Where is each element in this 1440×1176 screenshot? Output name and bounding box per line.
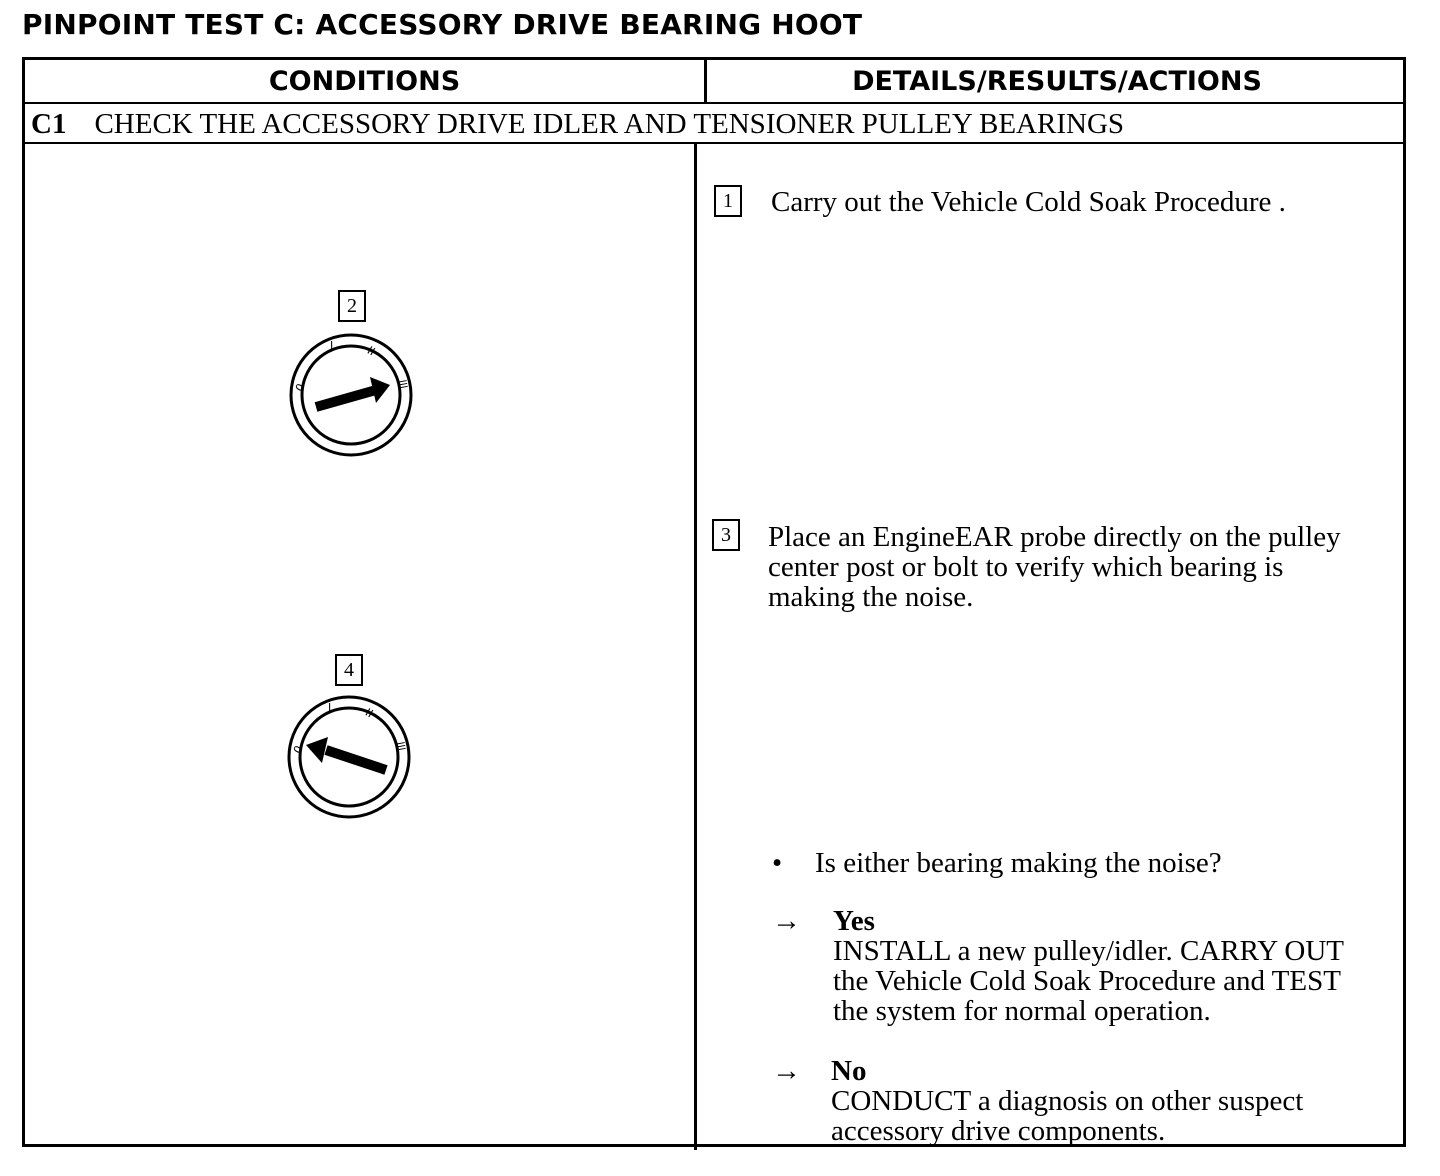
yes-result [833, 906, 1344, 1026]
yes-line: INSTALL a new pulley/idler. CARRY OUT [833, 935, 1345, 967]
mark-II: II [365, 343, 378, 359]
action-number-3: 3 [712, 519, 740, 551]
mark-I: I [330, 339, 334, 352]
page-title: PINPOINT TEST C: ACCESSORY DRIVE BEARING HOOT [22, 8, 863, 41]
mark-III: III [396, 378, 409, 390]
no-arrow: → [772, 1055, 801, 1087]
step-code: C1 [31, 108, 67, 140]
yes-arrow: → [772, 905, 801, 937]
yes-line: the system for normal operation. [833, 995, 1211, 1027]
yes-line: the Vehicle Cold Soak Procedure and TEST [833, 965, 1341, 997]
ignition-switch-icon [284, 333, 420, 459]
illustration-number-2: 2 [338, 290, 366, 322]
question-bullet: • [772, 847, 783, 879]
step-title: CHECK THE ACCESSORY DRIVE IDLER AND TENSIONER PULLEY BEARINGS [94, 108, 1125, 140]
illustration-number-4: 4 [335, 654, 363, 686]
no-line: accessory drive components. [831, 1115, 1166, 1147]
step-rule [25, 142, 1403, 144]
question-text: Is either bearing making the noise? [815, 847, 1222, 879]
no-label: No [831, 1055, 867, 1087]
no-result [831, 1056, 1303, 1146]
step-title-row [31, 106, 1124, 142]
action-3-line: Place an EngineEAR probe directly on the pulley [768, 521, 1341, 553]
action-3-line: center post or bolt to verify which bearing is [768, 551, 1284, 583]
no-line: CONDUCT a diagnosis on other suspect [831, 1085, 1304, 1117]
action-1-text: Carry out the Vehicle Cold Soak Procedure . [771, 186, 1286, 218]
mark-II: II [363, 705, 376, 721]
mark-III: III [394, 740, 407, 752]
action-3-line: making the noise. [768, 581, 974, 613]
details-header: DETAILS/RESULTS/ACTIONS [852, 66, 1262, 97]
action-number-1: 1 [714, 185, 742, 217]
mark-I: I [328, 701, 332, 714]
yes-label: Yes [833, 905, 875, 937]
body-divider [694, 144, 697, 1150]
mark-0: 0 [292, 381, 308, 394]
action-3-text [768, 522, 1341, 612]
mark-0: 0 [290, 743, 306, 756]
ignition-switch-icon [282, 695, 418, 821]
header-rule [25, 102, 1403, 104]
conditions-header: CONDITIONS [268, 66, 461, 97]
